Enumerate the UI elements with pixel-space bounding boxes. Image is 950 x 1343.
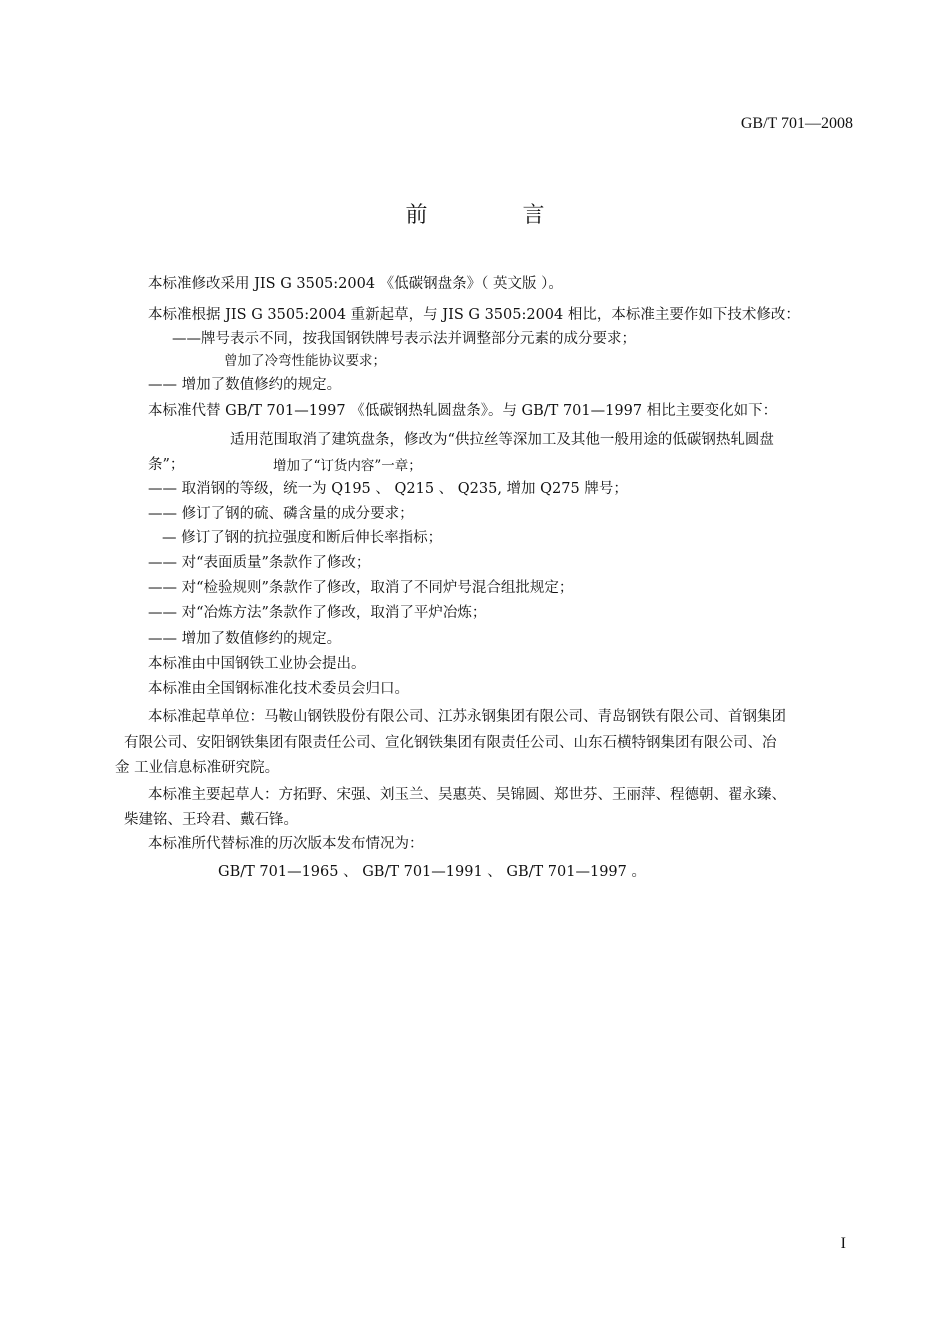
text-line: —— 对“表面质量”条款作了修改； bbox=[148, 555, 371, 571]
text-line: 本标准根据 JIS G 3505:2004 重新起草，与 JIS G 3505:2004 相比，本标准主要作如下技术修改： bbox=[148, 307, 800, 323]
text-line: —— 取消钢的等级，统一为 Q195 、 Q215 、 Q235, 增加 Q275 牌号； bbox=[148, 481, 628, 497]
document-code: GB/T 701—2008 bbox=[740, 115, 853, 132]
text-line: 本标准所代替标准的历次版本发布情况为： bbox=[148, 836, 424, 852]
text-line: 本标准修改采用 JIS G 3505:2004 《低碳钢盘条》（ 英文版 ）。 bbox=[148, 276, 563, 292]
text-line: 增加了“订货内容”一章； bbox=[273, 458, 422, 474]
text-line: 曾加了冷弯性能协议要求； bbox=[224, 353, 386, 369]
text-line: —— 对“冶炼方法”条款作了修改，取消了平炉冶炼； bbox=[148, 605, 487, 621]
page-number: I bbox=[840, 1235, 846, 1252]
text-line: —— 对“检验规则”条款作了修改，取消了不同炉号混合组批规定； bbox=[148, 580, 574, 596]
text-line: 本标准主要起草人：方拓野、宋强、刘玉兰、吴惠英、吴锦圆、郑世芬、王丽萍、程德朝、翟永臻、 bbox=[148, 787, 786, 803]
text-line: 有限公司、安阳钢铁集团有限责任公司、宣化钢铁集团有限责任公司、山东石横特钢集团有限公司、冶 bbox=[124, 735, 777, 751]
text-line: ——牌号表示不同，按我国钢铁牌号表示法并调整部分元素的成分要求； bbox=[172, 331, 636, 347]
text-line: — 修订了钢的抗拉强度和断后伸长率指标； bbox=[162, 530, 443, 546]
text-line: 本标准起草单位：马鞍山钢铁股份有限公司、江苏永钢集团有限公司、青岛钢铁有限公司、首钢集团 bbox=[148, 709, 786, 725]
text-line: —— 增加了数值修约的规定。 bbox=[148, 631, 342, 647]
page-title: 前 言 bbox=[405, 203, 589, 228]
text-line: 适用范围取消了建筑盘条，修改为“供拉丝等深加工及其他一般用途的低碳钢热轧圆盘 bbox=[230, 432, 774, 448]
text-line: GB/T 701—1965 、 GB/T 701—1991 、 GB/T 701—1997 。 bbox=[218, 864, 646, 880]
text-line: 本标准代替 GB/T 701—1997 《低碳钢热轧圆盘条》。与 GB/T 701—1997 相比主要变化如下： bbox=[148, 403, 778, 419]
text-line: 本标准由全国钢标准化技术委员会归口。 bbox=[148, 681, 409, 697]
text-line: —— 修订了钢的硫、磷含量的成分要求； bbox=[148, 506, 414, 522]
text-line: 条”； bbox=[148, 457, 185, 473]
text-line: 本标准由中国钢铁工业协会提出。 bbox=[148, 656, 366, 672]
text-line: 金 工业信息标准研究院。 bbox=[115, 760, 280, 776]
text-line: —— 增加了数值修约的规定。 bbox=[148, 377, 342, 393]
text-line: 柴建铭、王玲君、戴石锋。 bbox=[124, 812, 298, 828]
